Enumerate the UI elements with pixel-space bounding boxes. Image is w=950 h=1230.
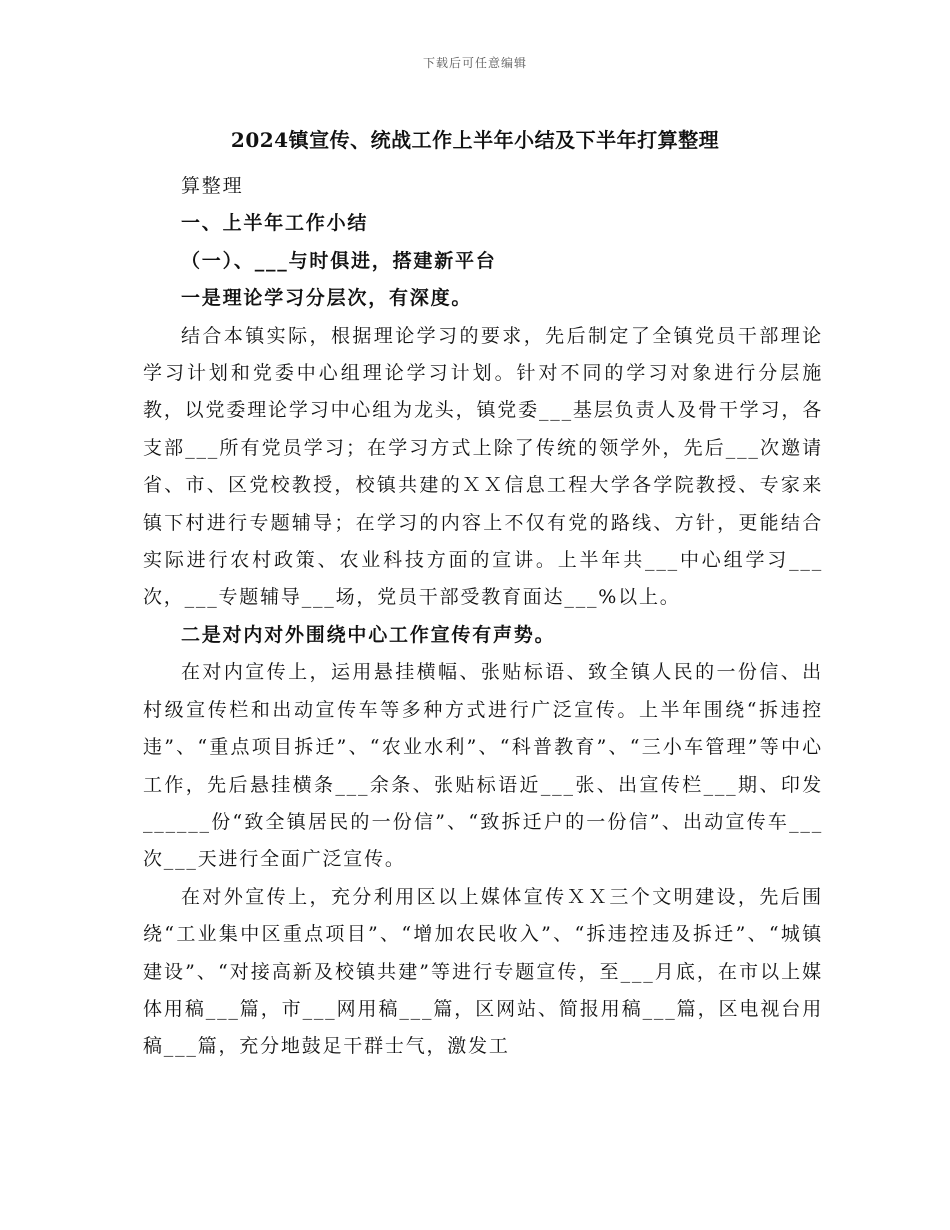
subsection-heading: （一）、___与时俱进，搭建新平台: [181, 249, 497, 272]
point-heading-2: 二是对内对外围绕中心工作宣传有声势。: [181, 623, 556, 646]
document-body: [143, 168, 823, 1066]
section-heading: 一、上半年工作小结: [181, 212, 369, 235]
paragraph-0: 算整理: [181, 175, 244, 197]
paragraph-external-publicity: 在对外宣传上，充分利用区以上媒体宣传ＸＸ三个文明建设，先后围绕“工业集中区重点项目”、“增加农民收入”、“拆违控违及拆迁”、“城镇建设”、“对接高新及校镇共建”等进行专题宣传，至___月底，在市以上媒体用稿___篇，市___网用稿___篇，区网站、简报用稿___篇，区电视台用稿___篇，充分地鼓足干群士气，激发工: [143, 885, 823, 1058]
point-heading-1: 一是理论学习分层次，有深度。: [181, 287, 473, 310]
paragraph-internal-publicity: 在对内宣传上，运用悬挂横幅、张贴标语、致全镇人民的一份信、出村级宣传栏和出动宣传车等多种方式进行广泛宣传。上半年围绕“拆违控违”、“重点项目拆迁”、“农业水利”、“科普教育”、“三小车管理”等中心工作，先后悬挂横条___余条、张贴标语近___张、出宣传栏___期、印发______份“致全镇居民的一份信”、“致拆迁户的一份信”、出动宣传车___次___天进行全面广泛宣传。: [143, 661, 823, 871]
page-header-note: 下载后可任意编辑: [422, 56, 527, 70]
paragraph-theory-study: 结合本镇实际，根据理论学习的要求，先后制定了全镇党员干部理论学习计划和党委中心组理论学习计划。针对不同的学习对象进行分层施教，以党委理论学习中心组为龙头，镇党委___基层负责人及骨干学习，各支部___所有党员学习；在学习方式上除了传统的领学外，先后___次邀请省、市、区党校教授，校镇共建的ＸＸ信息工程大学各学院教授、专家来镇下村进行专题辅导；在学习的内容上不仅有党的路线、方针，更能结合实际进行农村政策、农业科技方面的宣讲。上半年共___中心组学习___次，___专题辅导___场，党员干部受教育面达___%以上。: [143, 324, 823, 609]
document-title: 2024镇宣传、统战工作上半年小结及下半年打算整理: [230, 128, 720, 152]
